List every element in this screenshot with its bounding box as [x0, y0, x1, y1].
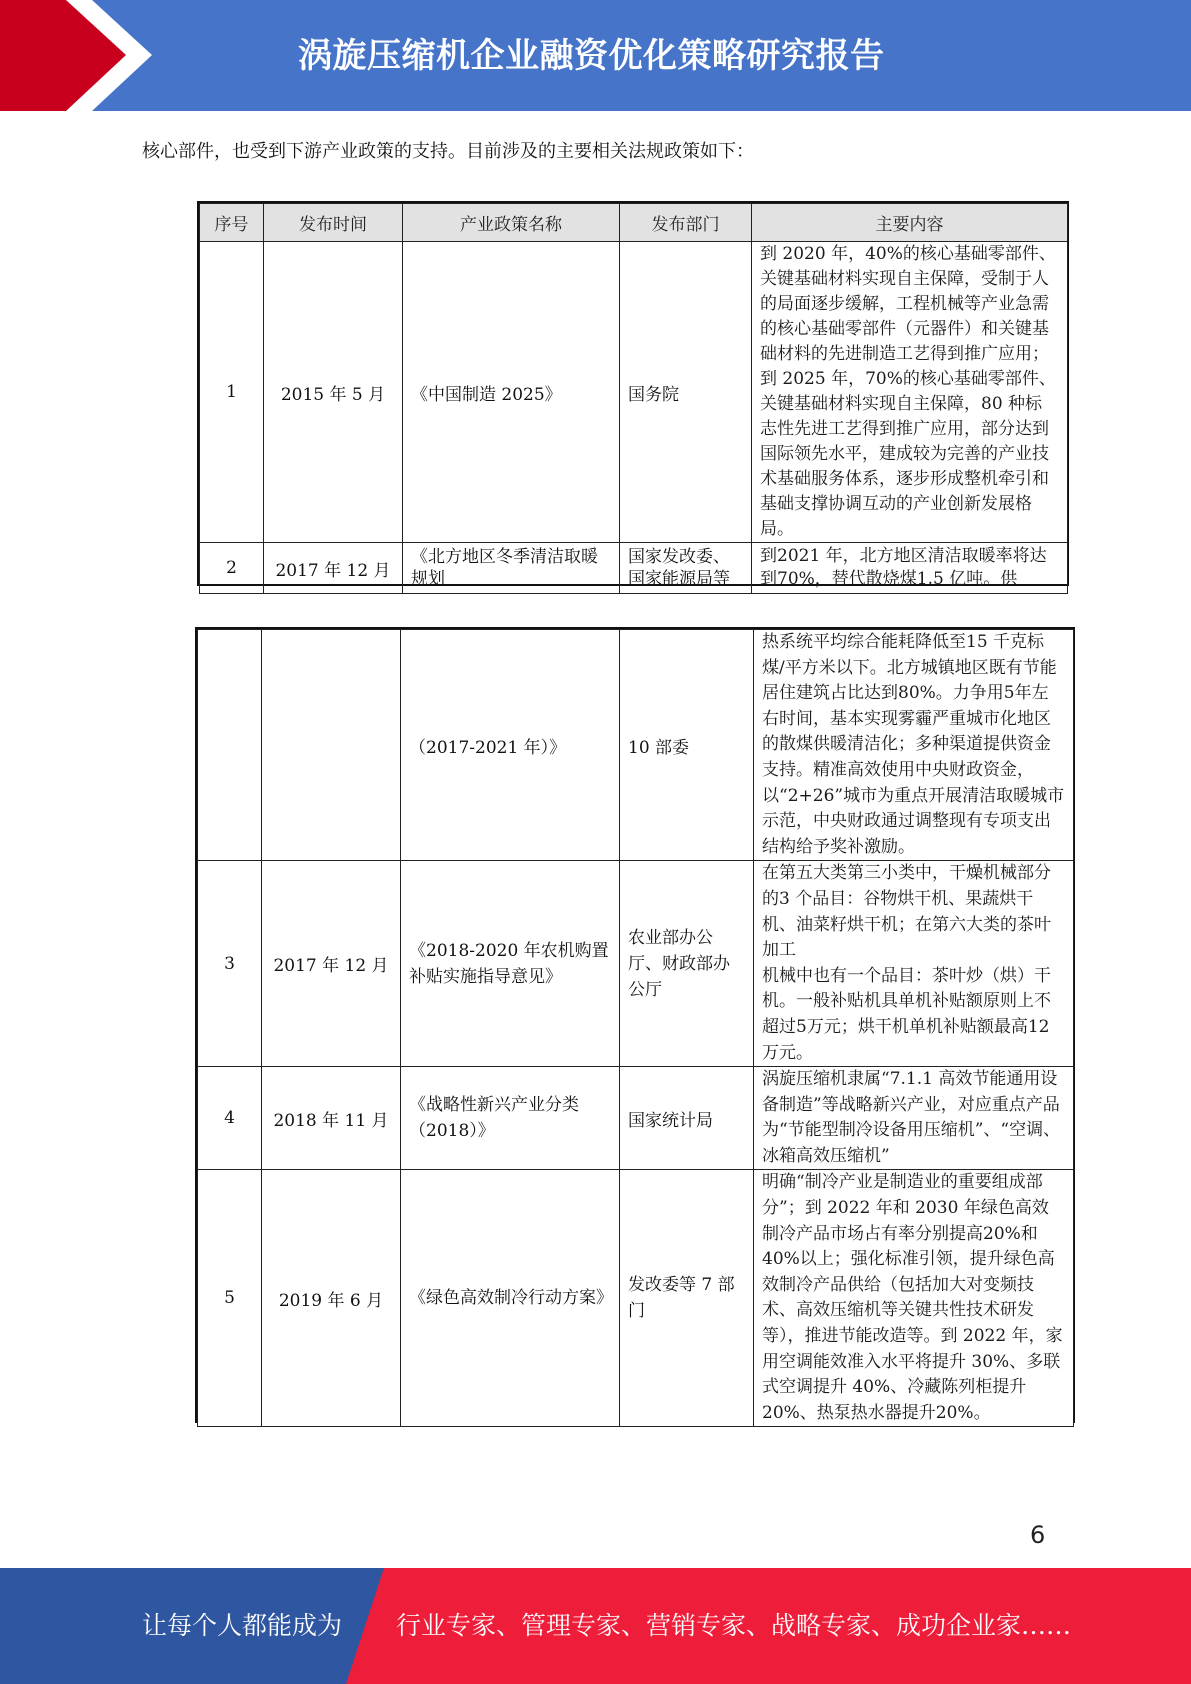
table-row — [198, 1067, 1074, 1170]
policy-table-part-2 — [195, 627, 1075, 1423]
row-content: 明确“制冷产业是制造业的重要组成部分”；到 2022 年和 2030 年绿色高效制冷产品市场占有率分别提高20%和 40%以上；强化标准引领，提升绿色高效制冷产品供给（包括加大对变频技术、高效压缩机等关键共性技术研发等），推进节能改造等。到 2022 年，家用空调能效准入水平将提升 30%、多联式空调提升 40%、冷藏陈列柜提升 20%、热泵热水器提升20%。 — [754, 1170, 1074, 1427]
row-date: 2017 年 12 月 — [262, 861, 401, 1067]
row-content: 在第五大类第三小类中，干燥机械部分的3 个品目：谷物烘干机、果蔬烘干机、油菜籽烘干机；在第六大类的茶叶加工 机械中也有一个品目：茶叶炒（烘）干机。一般补贴机具单机补贴额原则上不超过5万元；烘干机单机补贴额最高12万元。 — [754, 861, 1074, 1067]
row-policy-name: 《2018-2020 年农机购置补贴实施指导意见》 — [401, 861, 620, 1067]
row-number-continued — [198, 630, 262, 861]
table-row — [198, 1170, 1074, 1427]
row-number: 5 — [198, 1170, 262, 1427]
column-header-department: 发布部门 — [620, 204, 752, 242]
table-header-row — [200, 204, 1068, 242]
row-department: 发改委等 7 部门 — [620, 1170, 754, 1427]
row-department: 国家统计局 — [620, 1067, 754, 1170]
row-date: 2018 年 11 月 — [262, 1067, 401, 1170]
row-policy-name: 《绿色高效制冷行动方案》 — [401, 1170, 620, 1427]
page-footer — [0, 1568, 1191, 1684]
row-date-continued — [262, 630, 401, 861]
column-header-policy-name: 产业政策名称 — [403, 204, 620, 242]
row-department: 国务院 — [620, 242, 752, 543]
row-department: 10 部委 — [620, 630, 754, 861]
policy-table-part-1 — [197, 201, 1069, 589]
footer-slogan-right: 行业专家、管理专家、营销专家、战略专家、成功企业家…… — [396, 1611, 1072, 1640]
row-date: 2019 年 6 月 — [262, 1170, 401, 1427]
row-content: 到2021 年，北方地区清洁取暖率将达到70%，替代散烧煤1.5 亿吨。供 — [752, 543, 1068, 594]
table-row — [198, 861, 1074, 1067]
row-policy-name: 《中国制造 2025》 — [403, 242, 620, 543]
row-content: 热系统平均综合能耗降低至15 千克标煤/平方米以下。北方城镇地区既有节能居住建筑占比达到80%。力争用5年左右时间，基本实现雾霾严重城市化地区的散煤供暖清洁化；多种渠道提供资金支持。精准高效使用中央财政资金，以“2+26”城市为重点开展清洁取暖城市示范，中央财政通过调整现有专项支出结构给予奖补激励。 — [754, 630, 1074, 861]
column-header-no: 序号 — [200, 204, 264, 242]
row-number: 1 — [200, 242, 264, 543]
table-row — [200, 242, 1068, 543]
row-policy-name: 《北方地区冬季清洁取暖规划 — [403, 543, 620, 594]
column-header-date: 发布时间 — [264, 204, 403, 242]
header-chevron-icon — [0, 0, 160, 111]
row-date: 2015 年 5 月 — [264, 242, 403, 543]
page-header — [0, 0, 1191, 111]
row-number: 2 — [200, 543, 264, 594]
table-row — [200, 543, 1068, 594]
row-policy-name: 《战略性新兴产业分类（2018）》 — [401, 1067, 620, 1170]
row-policy-name: （2017-2021 年）》 — [401, 630, 620, 861]
intro-paragraph: 核心部件，也受到下游产业政策的支持。目前涉及的主要相关法规政策如下： — [142, 141, 754, 162]
row-department: 国家发改委、国家能源局等 — [620, 543, 752, 594]
row-number: 3 — [198, 861, 262, 1067]
row-department: 农业部办公厅、财政部办公厅 — [620, 861, 754, 1067]
column-header-content: 主要内容 — [752, 204, 1068, 242]
row-date: 2017 年 12 月 — [264, 543, 403, 594]
footer-slogan-left: 让每个人都能成为 — [142, 1611, 343, 1640]
row-content: 到 2020 年，40%的核心基础零部件、关键基础材料实现自主保障，受制于人的局面逐步缓解，工程机械等产业急需的核心基础零部件（元器件）和关键基础材料的先进制造工艺得到推广应用；到 2025 年，70%的核心基础零部件、关键基础材料实现自主保障，80 种标志性先进工艺得到推广应用，部分达到国际领先水平，建成较为完善的产业技术基础服务体系，逐步形成整机牵引和基础支撑协调互动的产业创新发展格局。 — [752, 242, 1068, 543]
table-row — [198, 630, 1074, 861]
row-content: 涡旋压缩机隶属“7.1.1 高效节能通用设备制造”等战略新兴产业，对应重点产品为“节能型制冷设备用压缩机”、“空调、冰箱高效压缩机” — [754, 1067, 1074, 1170]
row-number: 4 — [198, 1067, 262, 1170]
page-number: 6 — [1030, 1521, 1046, 1549]
header-title: 涡旋压缩机企业融资优化策略研究报告 — [298, 36, 885, 76]
